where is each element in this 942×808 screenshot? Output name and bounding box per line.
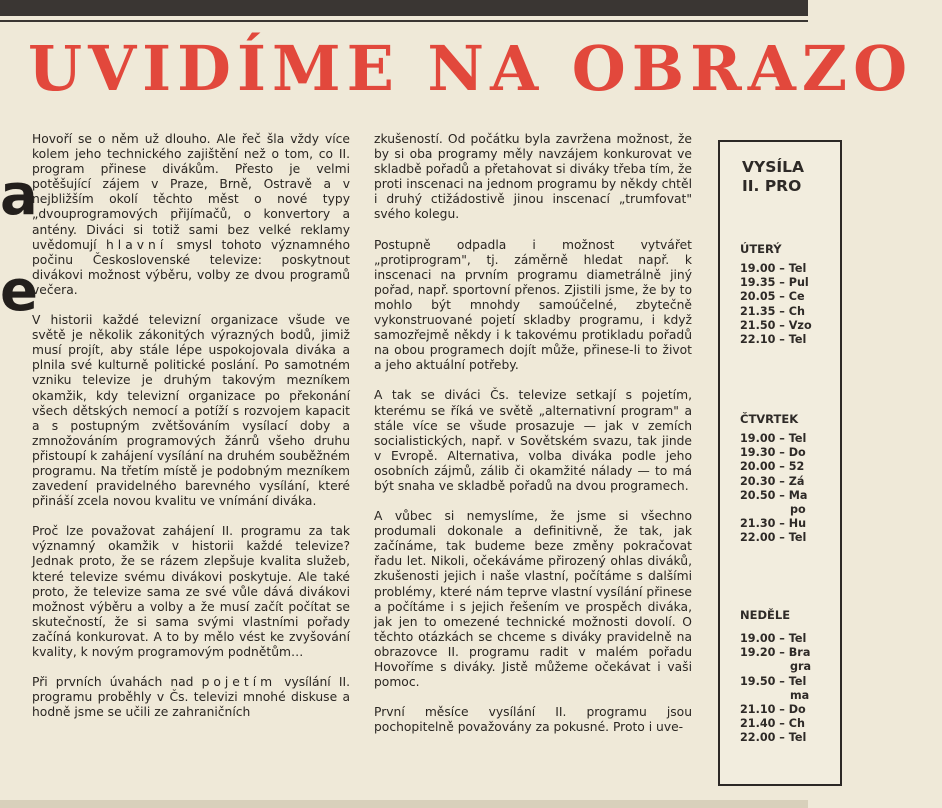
top-border [0, 0, 808, 16]
article-column-2 [374, 132, 692, 750]
paragraph: Při prvních úvahách nad pojetím vysílání II. programu proběhly v Čs. televizi mnohé diskuse a hodně jsme se učili ze zahraničních [32, 675, 350, 720]
cropped-letter: e [0, 259, 38, 324]
paragraph: zkušeností. Od počátku byla zavržena možnost, že by si oba programy měly navzájem konkurovat ve skladbě pořadů a přetahovat si diváky třeba tím, že proti inscenaci na jednom programu by někdy chtěl i druhý ctižádostivě jinou inscenací „trumfovat" svého kolegu. [374, 132, 692, 222]
paragraph: A vůbec si nemyslíme, že jsme si všechno produmali dokonale a definitivně, že tak, jak začínáme, tak budeme beze změny pokračovat řadu let. Nikoli, očekáváme přirozený ohlas diváků, zkušenosti jejich i naše vlastní, počítáme s dalšími problémy, které nám teprve vlastní vysílání přinese a počítáme i s jejich řešením ve prospěch diváka, jak jen to omezené technické možnosti dovolí. O těchto otázkách se chceme s diváky pravidelně na obrazovce II. programu radit v malém pořadu Hovoříme s diváky. Jistě můžeme očekávat i vaši pomoc. [374, 509, 692, 690]
day-programme: 19.00 – Tel 19.30 – Do 20.00 – 52 20.30 – Zá 20.50 – Ma po 21.30 – Hu 22.00 – Tel [740, 432, 808, 545]
broadcast-schedule-box [718, 140, 842, 786]
day-programme: 19.00 – Tel 19.20 – Bra gra 19.50 – Tel ma 21.10 – Do 21.40 – Ch 22.00 – Tel [740, 632, 812, 745]
day-heading: NEDĚLE [740, 608, 791, 622]
paragraph: Proč lze považovat zahájení II. programu za tak významný okamžik v historii každé televize? Jednak proto, že se rázem zlepšuje kvalita služeb, které televize svému divákovi poskytuje. Ale také proto, že televize sama ze své vůle dává divákovi možnost výběru a volby a že musí začít počítat se skutečností, že si sama svými vlastními pořady začíná konkurovat. A to by mělo vést ke zvyšování kvality, k novým programovým podnětům… [32, 524, 350, 659]
top-rule [0, 20, 808, 22]
day-programme: 19.00 – Tel 19.35 – Pul 20.05 – Ce 21.35 – Ch 21.50 – Vzo 22.10 – Tel [740, 262, 812, 347]
page-bottom-edge [0, 800, 808, 808]
day-heading: ČTVRTEK [740, 412, 799, 426]
paragraph: Postupně odpadla i možnost vytvářet „protiprogram", tj. záměrně hledat např. k inscenaci na prvním programu diametrálně jiný pořad, např. sportovní přenos. Zjistili jsme, že by to mohlo být mnohdy samoúčelné, zbytečně vykonstruované pojetí skladby programu, i když samozřejmě někdy i k takovému protikladu pořadů na obou programech dojít může, přinese-li to život a jeho aktuální potřeby. [374, 237, 692, 373]
paragraph: A tak se diváci Čs. televize setkají s pojetím, kterému se říká ve světě „alternativní program" a stále více se všude prosazuje — jak v zemích socialistických, např. v Sovětském svazu, tak jinde v Evropě. Alternativa, volba diváka podle jeho osobních zájmů, zálib či okamžité nálady — to má být snaha ve skladbě pořadů na dvou programech. [374, 388, 692, 493]
headline: UVIDÍME NA OBRAZO [28, 32, 914, 105]
schedule-title: VYSÍLA II. PRO [742, 158, 805, 195]
cropped-letter: a [0, 163, 38, 228]
paragraph: V historii každé televizní organizace všude ve světě je několik zákonitých výrazných bodů, jimiž musí projít, aby stále lépe uspokojovala diváka a plnila své kulturně politické poslání. Po samotném vzniku televize je druhým takovým mezníkem okamžik, kdy televizní organizace po překonání všech dětských nemocí a potíží s rozvojem kapacit a s postupným zvětšováním vysílací doby a zmnožováním programových žánrů všeho druhu přistoupí k zahájení vysílání na druhém souběžném programu. Na třetím místě je podobným mezníkem zavedení pravidelného barevného vysílání, které přináší zcela novou kvalitu ve vnímání diváka. [32, 313, 350, 509]
paragraph: Hovoří se o něm už dlouho. Ale řeč šla vždy více kolem jeho technického zajištění než o tom, co II. program přinese divákům. Přesto je velmi potěšující zájem v Praze, Brně, Ostravě a v nejbližším okolí těchto měst o nové typy „dvouprogramových přijímačů, o konvertory a antény. Diváci si totiž sami bez velké reklamy uvědomují hlavní smysl tohoto významného počinu Československé televize: poskytnout divákovi možnost výběru, volby ze dvou programů večera. [32, 132, 350, 297]
article-column-1 [32, 132, 350, 735]
day-heading: ÚTERÝ [740, 242, 782, 256]
paragraph: První měsíce vysílání II. programu jsou pochopitelně považovány za pokusné. Proto i uve- [374, 705, 692, 735]
